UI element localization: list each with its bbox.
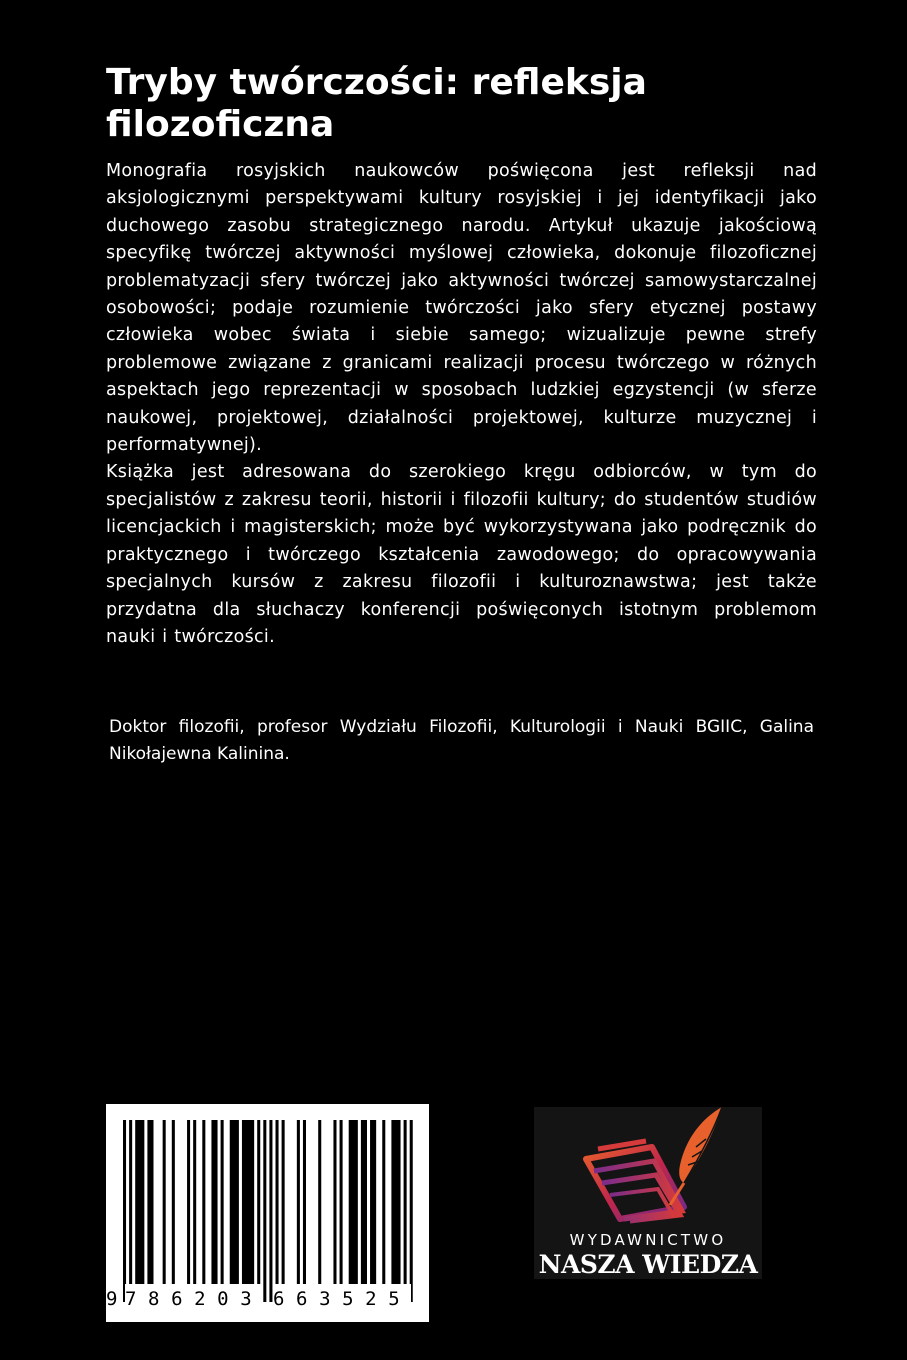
barcode-bar bbox=[221, 1120, 224, 1288]
barcode-digits-right: 663525 bbox=[273, 1284, 411, 1314]
barcode-bar bbox=[410, 1120, 413, 1302]
barcode-digits-left: 786203 bbox=[125, 1284, 263, 1314]
barcode-bar bbox=[382, 1120, 385, 1288]
barcode-bar bbox=[263, 1120, 266, 1302]
barcode-bar bbox=[187, 1120, 190, 1288]
barcode-bar bbox=[340, 1120, 343, 1288]
description-paragraph-2: Książka jest adresowana do szerokiego kręgu odbiorców, w tym do specjalistów z zakresu teorii, historii i filozofii kultury; do studentów studiów licencjackich i magisterskich; może być wykorzystywana jako podręcznik do praktycznego i twórczego kształcenia zawodowego; do opracowywania specjalnych kursów z zakresu filozofii i kulturoznawstwa; jest także przydatna dla słuchaczy konferencji poświęconych istotnym problemom nauki i twórczości. bbox=[106, 462, 817, 647]
description-paragraph-1: Monografia rosyjskich naukowców poświęcona jest refleksji nad aksjologicznymi perspektywami kultury rosyjskiej i jej identyfikacji jako duchowego zasobu strategicznego narodu. Artykuł ukazuje jakościową specyfikę twórczej aktywności myślowej człowieka, dokonuje filozoficznej problematyzacji sfery twórczej jako aktywności twórczej samowystarczalnej osobowości; podaje rozumienie twórczości jako sfery etycznej postawy człowieka wobec świata i siebie samego; wizualizuje pewne strefy problemowe związane z granicami realizacji procesu twórczego w różnych aspektach jego reprezentacji w sposobach ludzkiej egzystencji (w sferze naukowej, projektowej, działalności projektowej, kulturze muzycznej i performatywnej). bbox=[106, 161, 817, 456]
publisher-label: WYDAWNICTWO bbox=[569, 1231, 727, 1249]
barcode-bar bbox=[230, 1120, 239, 1288]
book-title: Tryby twórczości: refleksja filozoficzna bbox=[106, 62, 647, 145]
barcode-bar bbox=[257, 1120, 260, 1288]
publisher-logo bbox=[534, 1107, 762, 1279]
barcode-bar bbox=[123, 1120, 126, 1302]
barcode-bar bbox=[135, 1120, 144, 1288]
barcode-bar bbox=[303, 1120, 306, 1288]
barcode-bar bbox=[391, 1120, 400, 1288]
book-description bbox=[106, 158, 817, 651]
barcode-bar bbox=[318, 1120, 321, 1288]
publisher-name: NASZA WIEDZA bbox=[538, 1250, 758, 1279]
isbn-barcode bbox=[106, 1104, 429, 1322]
author-bio: Doktor filozofii, profesor Wydziału Filozofii, Kulturologii i Nauki BGIIC, Galina Nikołajewna Kalinina. bbox=[109, 717, 814, 765]
barcode-bar bbox=[361, 1120, 367, 1288]
barcode-digits bbox=[106, 1284, 429, 1314]
barcode-bar bbox=[269, 1120, 272, 1302]
barcode-bar bbox=[129, 1120, 132, 1302]
barcode-bar bbox=[370, 1120, 376, 1288]
barcode-bar bbox=[276, 1120, 279, 1288]
barcode-bar bbox=[297, 1120, 300, 1288]
barcode-bar bbox=[211, 1120, 217, 1288]
barcode-digit-lead: 9 bbox=[106, 1284, 118, 1314]
barcode-bar bbox=[163, 1120, 166, 1288]
barcode-bar bbox=[202, 1120, 205, 1288]
barcode-bar bbox=[349, 1120, 358, 1288]
barcode-bar bbox=[172, 1120, 175, 1288]
barcode-bar bbox=[282, 1120, 285, 1288]
barcode-bar bbox=[242, 1120, 254, 1288]
barcode-bar bbox=[193, 1120, 196, 1288]
book-quill-icon bbox=[534, 1107, 762, 1231]
barcode-bar bbox=[147, 1120, 153, 1288]
barcode-bar bbox=[404, 1120, 407, 1302]
barcode-bar bbox=[333, 1120, 336, 1288]
